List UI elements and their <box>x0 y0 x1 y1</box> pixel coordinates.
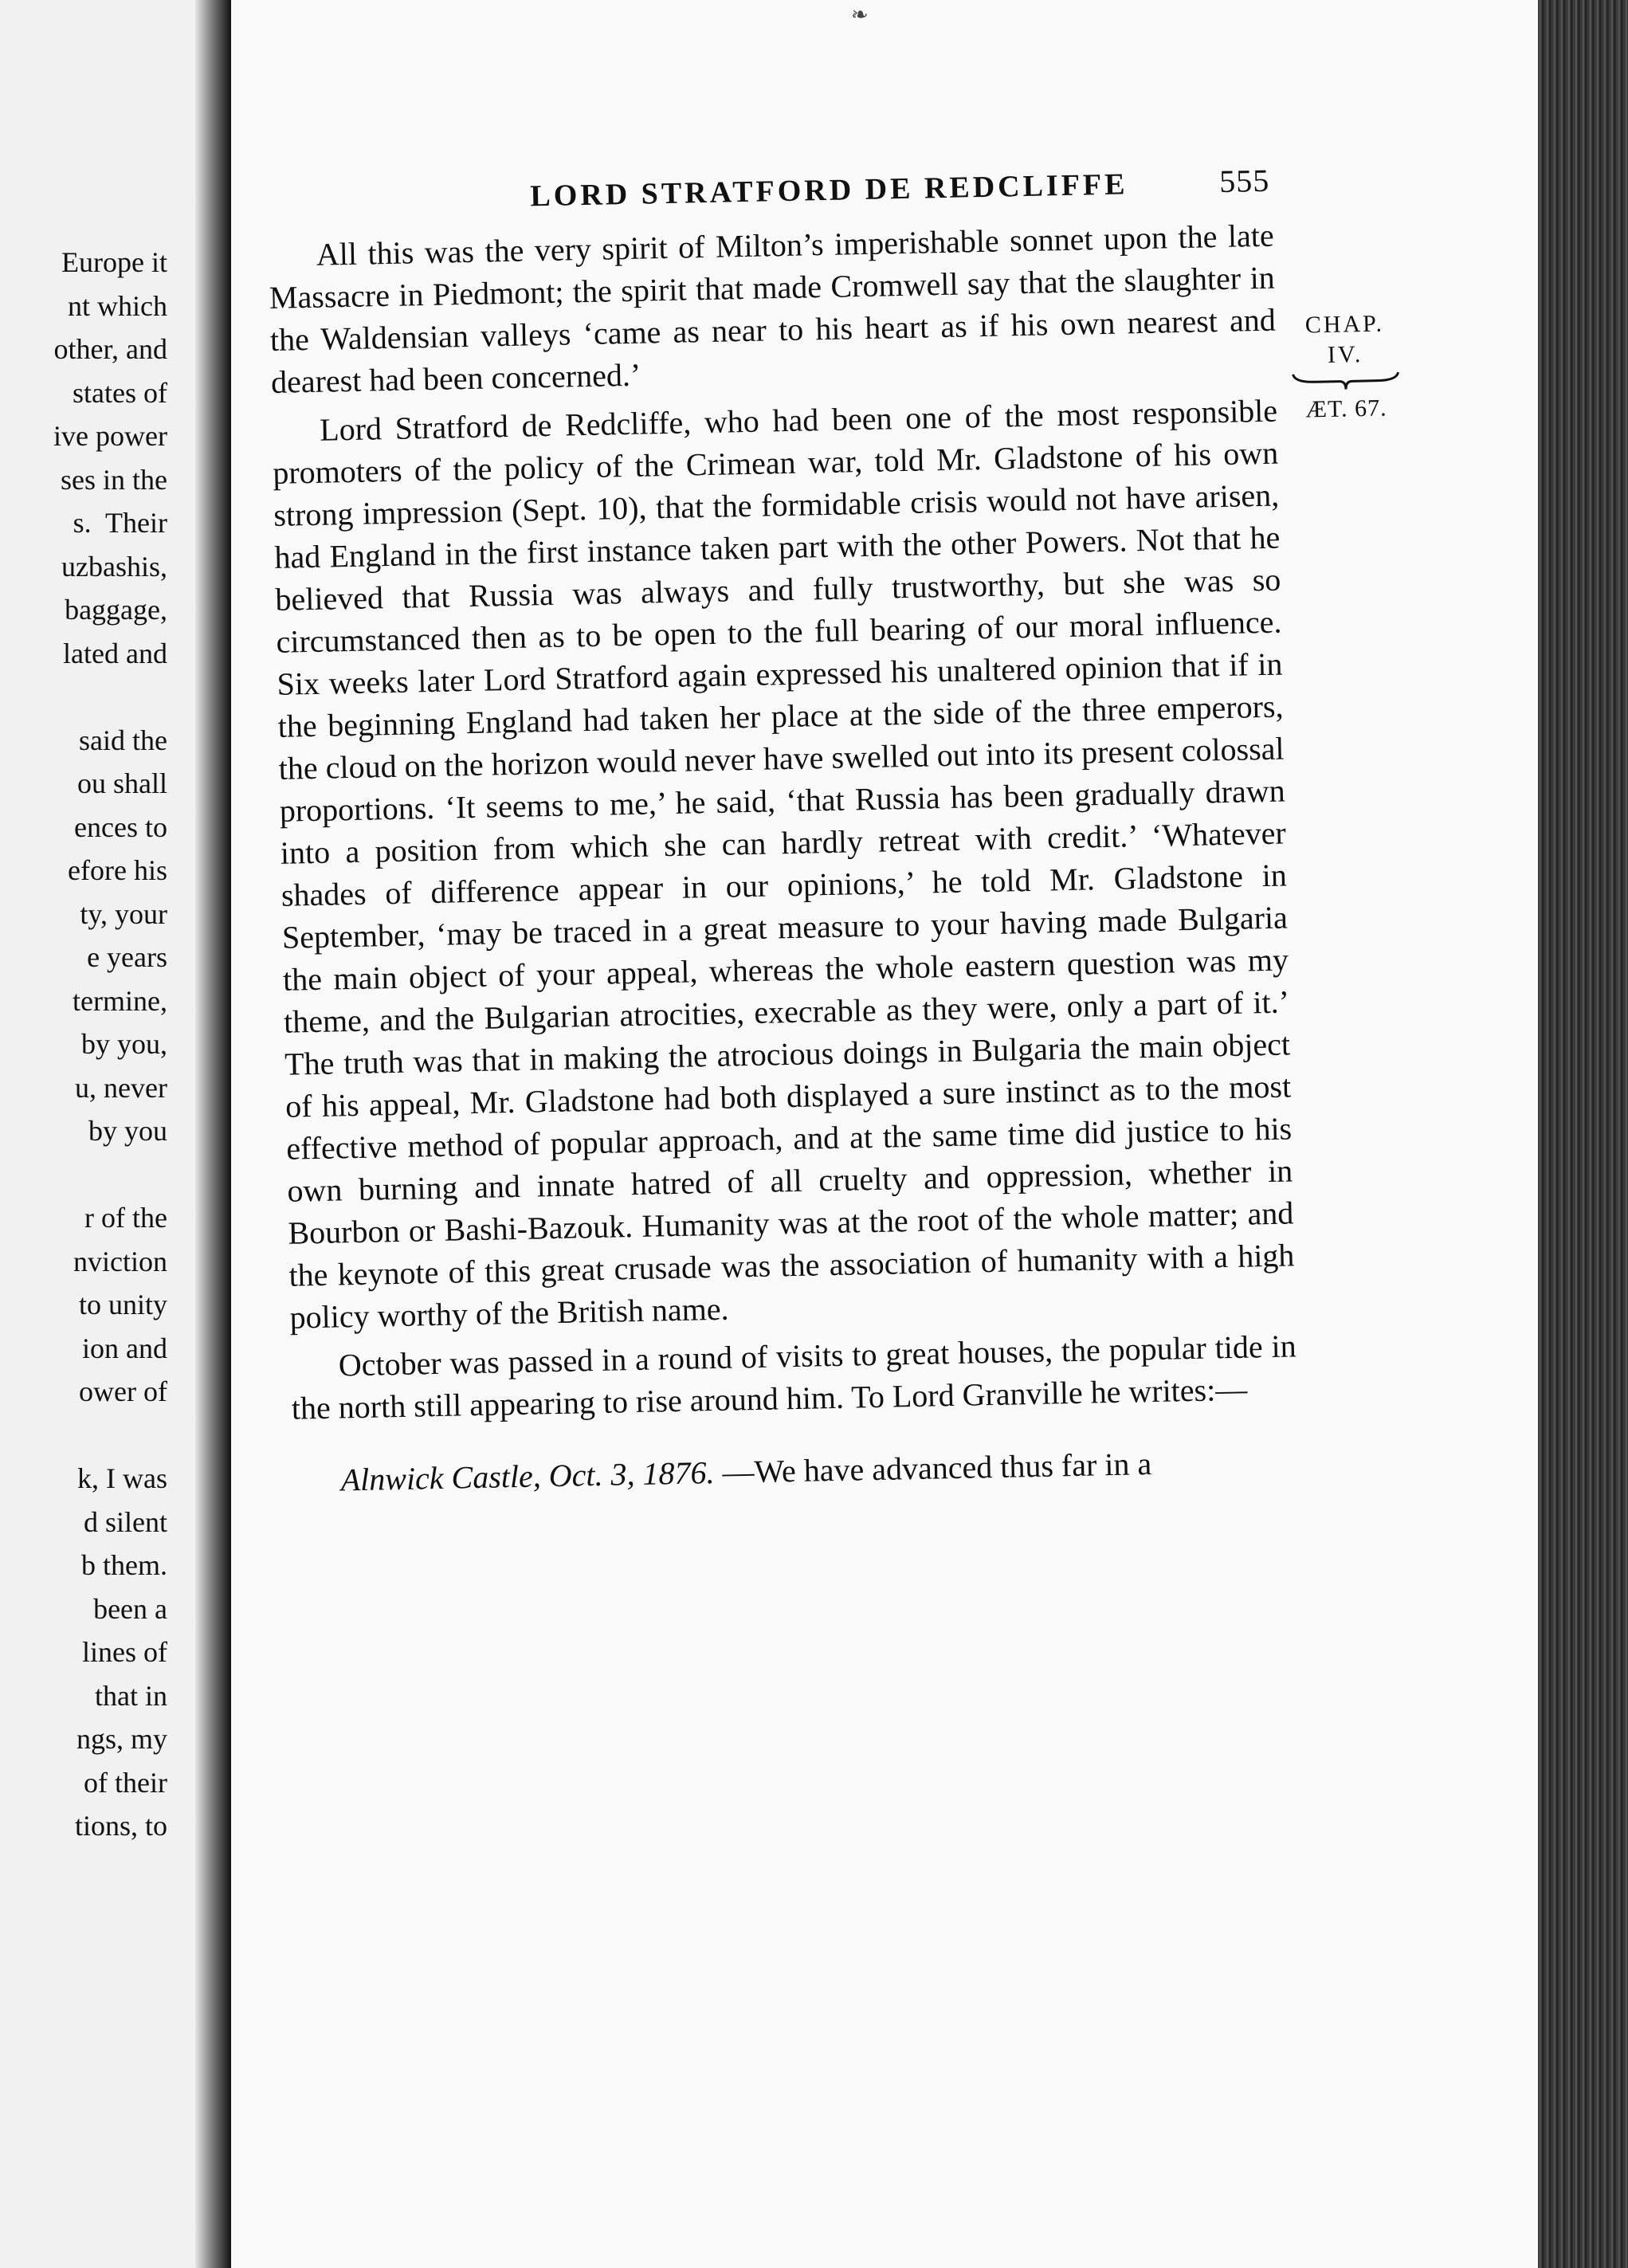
paragraph: All this was the very spirit of Milton’s imperishable sonnet upon the late Massacre in Piedmont; the spirit that made Cromwell say that the slaughter in the Waldensian valleys ‘came as near to his heart as if his own nearest and dearest had been concerned.’ <box>269 217 1277 400</box>
book-gutter <box>195 0 231 2268</box>
letter-opening <box>292 1439 1299 1501</box>
chapter-number: IV. <box>1327 341 1363 368</box>
left-page <box>0 0 223 2268</box>
margin-note <box>1285 308 1406 424</box>
paragraph: Lord Stratford de Redcliffe, who had been one of the most responsible promoters of the policy of the Crimean war, told Mr. Gladstone of his own strong impression (Sept. 10), that the formidable crisis would not have arisen, had England in the first instance taken part with the other Powers. Not that he believed that Russia was always and fully trustworthy, but she was so circumstanced then as to be open to the full bearing of our moral influence. Six weeks later Lord Stratford again expressed his unaltered opinion that if in the beginning England had taken her place at the side of the three emperors, the cloud on the horizon would never have swelled out into its present colossal proportions. ‘It seems to me,’ he said, ‘that Russia has been gradually drawn into a position from which she can hardly retreat with credit.’ ‘Whatever shades of difference appear in our opinions,’ he told Mr. Gladstone in September, ‘may be traced in a great measure to your having made Bulgaria the main object of your appeal, whereas the whole eastern question was my theme, and the Bulgarian atrocities, execrable as they were, only a part of it.’ The truth was that in making the atrocious doings in Bulgaria the main object of his appeal, Mr. Gladstone had both displayed a sure instinct as to the most effective method of popular approach, and at the same time did justice to his own burning and innate hatred of all cruelty and oppression, whether in Bourbon or Bashi-Bazouk. Humanity was at the root of the whole matter; and the keynote of this great crusade was the association of humanity with a high policy worthy of the British name. <box>272 392 1295 1336</box>
letter-place-date: Alnwick Castle, Oct. 3, 1876. <box>340 1454 715 1498</box>
page-number: 555 <box>1218 162 1270 200</box>
age-note: ÆT. 67. <box>1305 394 1387 423</box>
brace-icon <box>1290 369 1402 392</box>
left-page-text: Europe it nt which other, and states of ive power ses in the s. Their uzbashis, baggage, lated and said the ou shall ences to efore his ty, your e years termine, by you, u, never by you r of the nviction to unity ion and ower of k, I was d silent b them. been a lines of that in ngs, my of their tions, to <box>53 246 167 1842</box>
page-edge-stack <box>1538 0 1628 2268</box>
chapter-label: CHAP. <box>1304 310 1385 339</box>
paragraph: October was passed in a round of visits to great houses, the popular tide in the north still appearing to rise around him. To Lord Granville he writes:— <box>291 1328 1297 1426</box>
running-title: LORD STRATFORD DE REDCLIFFE <box>530 167 1128 214</box>
ink-blot: ❧ <box>851 3 869 27</box>
main-text-block <box>267 162 1300 1534</box>
letter-text: —We have advanced thus far in a <box>721 1446 1152 1490</box>
